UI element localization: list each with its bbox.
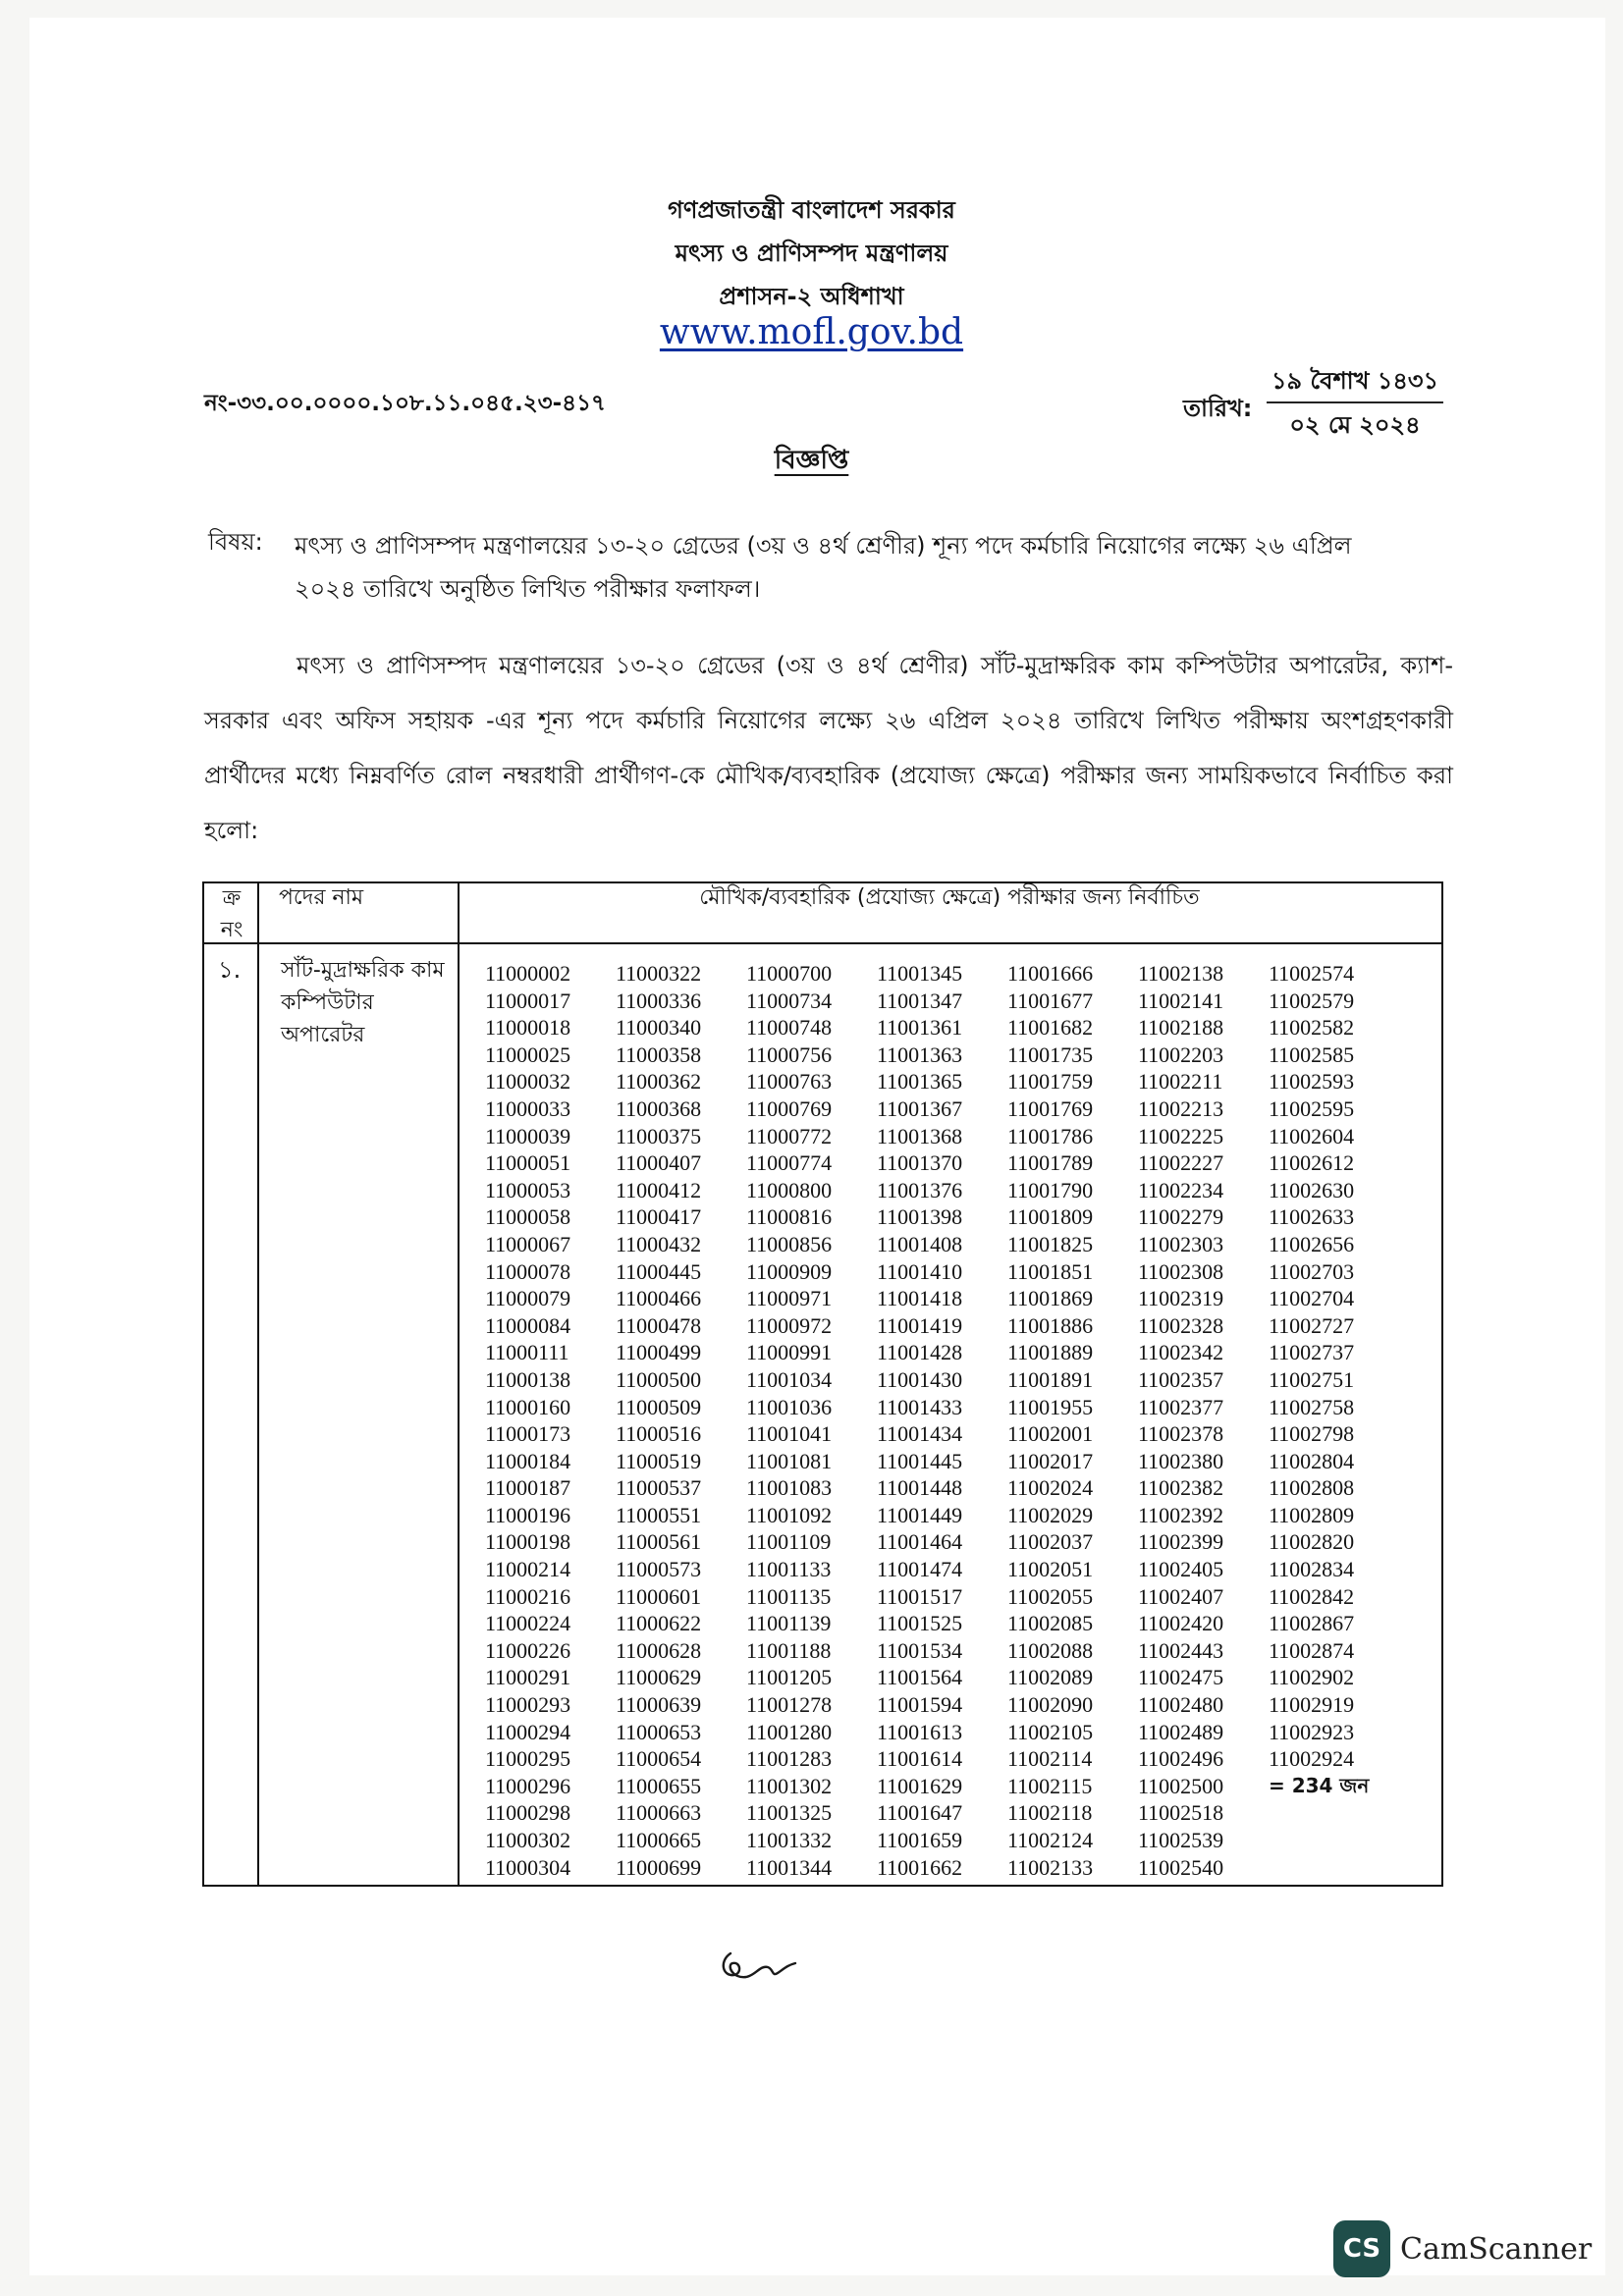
roll-column	[616, 960, 743, 1881]
roll-number: 11002024	[1007, 1475, 1094, 1501]
roll-number: 11002377	[1138, 1394, 1224, 1419]
roll-number: 11000500	[616, 1366, 702, 1392]
roll-number: 11002357	[1138, 1366, 1224, 1392]
roll-number: 11001629	[877, 1773, 963, 1798]
roll-number: 11001790	[1007, 1177, 1094, 1202]
row-serial: ১.	[218, 956, 242, 984]
roll-number: 11000198	[485, 1529, 571, 1555]
roll-number: 11000622	[616, 1611, 702, 1636]
roll-number: 11001474	[877, 1557, 963, 1582]
roll-number: 11002751	[1269, 1366, 1355, 1392]
roll-number: 11002874	[1269, 1637, 1355, 1663]
roll-number: 11000196	[485, 1502, 571, 1527]
header-selected: মৌখিক/ব্যবহারিক (প্রযোজ্য ক্ষেত্রে) পরীক্ষার জন্য নির্বাচিত	[699, 885, 1200, 910]
roll-number: 11002138	[1138, 961, 1224, 986]
roll-number: 11002656	[1269, 1231, 1355, 1256]
roll-number: 11000445	[616, 1258, 702, 1284]
roll-number: 11000573	[616, 1557, 702, 1582]
roll-number: 11000018	[485, 1015, 571, 1041]
roll-number: 11000972	[746, 1312, 833, 1338]
roll-number: 11000033	[485, 1095, 571, 1121]
roll-number: 11002480	[1138, 1692, 1224, 1718]
roll-number: 11002518	[1138, 1800, 1224, 1826]
website-link[interactable]: www.mofl.gov.bd	[659, 312, 964, 352]
roll-number: 11002579	[1269, 988, 1355, 1013]
roll-number: 11002213	[1138, 1095, 1224, 1121]
roll-number: 11001659	[877, 1828, 963, 1852]
roll-number: 11002489	[1138, 1719, 1224, 1744]
roll-number: 11000375	[616, 1123, 702, 1148]
roll-number: 11000002	[485, 961, 571, 986]
roll-number: 11000700	[746, 961, 833, 986]
roll-number: 11001786	[1007, 1123, 1094, 1148]
roll-number: 11001034	[746, 1366, 833, 1392]
roll-number: 11000017	[485, 988, 571, 1013]
roll-number: 11002539	[1138, 1828, 1224, 1852]
roll-number: 11001133	[746, 1557, 832, 1582]
roll-number: 11000665	[616, 1828, 702, 1852]
roll-number: 11002923	[1269, 1719, 1355, 1744]
roll-number: 11001365	[877, 1069, 963, 1095]
roll-number: 11001283	[746, 1746, 833, 1772]
date-bangla: ১৯ বৈশাখ ১৪৩১	[1271, 367, 1439, 395]
roll-number: 11002443	[1138, 1637, 1224, 1663]
roll-number: 11000756	[746, 1041, 833, 1067]
camscanner-watermark	[1333, 2220, 1592, 2277]
roll-number: 11001361	[877, 1015, 963, 1041]
roll-number: 11000774	[746, 1150, 833, 1176]
roll-number: 11001769	[1007, 1095, 1094, 1121]
roll-number: 11002585	[1269, 1041, 1355, 1067]
roll-number: 11002380	[1138, 1448, 1224, 1473]
roll-number: 11002124	[1007, 1828, 1094, 1852]
roll-number: 11001869	[1007, 1286, 1094, 1311]
roll-number: 11001081	[746, 1448, 833, 1473]
roll-number: 11002574	[1269, 961, 1355, 986]
roll-number: 11002902	[1269, 1665, 1355, 1690]
notice-title: বিজ্ঞপ্তি	[774, 446, 849, 475]
total-count: = 234 জন	[1269, 1773, 1370, 1797]
roll-column	[1269, 960, 1396, 1799]
signature	[717, 1934, 815, 1993]
roll-number: 11000639	[616, 1692, 702, 1718]
roll-number: 11000078	[485, 1258, 571, 1284]
roll-number: 11002188	[1138, 1015, 1224, 1041]
roll-number: 11001789	[1007, 1150, 1094, 1176]
date-divider	[1267, 401, 1443, 403]
roll-number: 11001735	[1007, 1041, 1094, 1067]
roll-number: 11001677	[1007, 988, 1094, 1013]
roll-number: 11000184	[485, 1448, 571, 1473]
roll-number: 11000734	[746, 988, 833, 1013]
subject-text: মৎস্য ও প্রাণিসম্পদ মন্ত্রণালয়ের ১৩-২০ গ্রেডের (৩য় ও ৪র্থ শ্রেণীর) শূন্য পদে কর্মচারি নিয়োগের লক্ষ্যে ২৬ এপ্রিল ২০২৪ তারিখে অনুষ্ঠিত লিখিত পরীক্ষার ফলাফল।	[295, 532, 1352, 603]
roll-number: 11000499	[616, 1340, 702, 1365]
roll-number: 11001682	[1007, 1015, 1094, 1041]
camscanner-label: CamScanner	[1400, 2231, 1593, 2267]
roll-number: 11002051	[1007, 1557, 1094, 1582]
roll-number: 11000763	[746, 1069, 833, 1095]
row-post-name: সাঁট-মুদ্রাক্ষরিক কাম কম্পিউটার অপারেটর	[281, 958, 445, 1047]
table-divider	[458, 883, 460, 1885]
roll-number: 11002834	[1269, 1557, 1355, 1582]
roll-number: 11000772	[746, 1123, 833, 1148]
roll-number: 11001759	[1007, 1069, 1094, 1095]
roll-number: 11002633	[1269, 1204, 1355, 1230]
table-divider	[257, 883, 259, 1885]
roll-number: 11002225	[1138, 1123, 1224, 1148]
roll-number: 11000291	[485, 1665, 571, 1690]
roll-number: 11000111	[485, 1340, 569, 1365]
roll-number: 11001418	[877, 1286, 963, 1311]
roll-number: 11000294	[485, 1719, 571, 1744]
roll-number: 11002612	[1269, 1150, 1355, 1176]
roll-number: 11002319	[1138, 1286, 1224, 1311]
roll-number: 11000084	[485, 1312, 571, 1338]
roll-number: 11001188	[746, 1637, 832, 1663]
roll-number: 11002001	[1007, 1421, 1094, 1447]
roll-number: 11000516	[616, 1421, 702, 1447]
roll-column	[746, 960, 874, 1881]
roll-number: 11001448	[877, 1475, 963, 1501]
roll-number: 11002582	[1269, 1015, 1355, 1041]
roll-number: 11002703	[1269, 1258, 1355, 1284]
roll-number: 11000295	[485, 1746, 571, 1772]
ministry-title: মৎস্য ও প্রাণিসম্পদ মন্ত্রণালয়	[675, 240, 948, 267]
camscanner-logo-icon: CS	[1333, 2220, 1390, 2277]
roll-number: 11000653	[616, 1719, 702, 1744]
roll-number: 11002630	[1269, 1177, 1355, 1202]
roll-number: 11002704	[1269, 1286, 1355, 1311]
roll-number: 11001666	[1007, 961, 1094, 986]
roll-number: 11002105	[1007, 1719, 1094, 1744]
roll-number: 11000654	[616, 1746, 702, 1772]
roll-number: 11000053	[485, 1177, 571, 1202]
roll-number: 11001278	[746, 1692, 833, 1718]
roll-number: 11002758	[1269, 1394, 1355, 1419]
header-serial: ক্র নং	[220, 886, 243, 942]
roll-number: 11002303	[1138, 1231, 1224, 1256]
roll-number: 11001410	[877, 1258, 963, 1284]
roll-number: 11002919	[1269, 1692, 1355, 1718]
date-english: ০২ মে ২০২৪	[1289, 411, 1421, 439]
roll-number: 11000362	[616, 1069, 702, 1095]
roll-number: 11001517	[877, 1583, 963, 1609]
roll-number: 11001564	[877, 1665, 963, 1690]
roll-number: 11002133	[1007, 1854, 1094, 1880]
roll-number: 11000340	[616, 1015, 702, 1041]
memo-number: নং-৩৩.০০.০০০০.১০৮.১১.০৪৫.২৩-৪১৭	[204, 391, 606, 416]
roll-number: 11000368	[616, 1095, 702, 1121]
roll-number: 11002227	[1138, 1150, 1224, 1176]
roll-number: 11001083	[746, 1475, 833, 1501]
roll-number: 11001109	[746, 1529, 832, 1555]
roll-number: 11000322	[616, 961, 702, 986]
roll-number: 11002842	[1269, 1583, 1355, 1609]
roll-number: 11000991	[746, 1340, 833, 1365]
roll-number: 11001280	[746, 1719, 833, 1744]
roll-number: 11001851	[1007, 1258, 1094, 1284]
roll-number: 11002017	[1007, 1448, 1094, 1473]
results-table	[202, 881, 1443, 1887]
roll-number: 11000856	[746, 1231, 833, 1256]
roll-number: 11001325	[746, 1800, 833, 1826]
roll-number: 11002308	[1138, 1258, 1224, 1284]
roll-number: 11000039	[485, 1123, 571, 1148]
roll-number: 11001302	[746, 1773, 833, 1798]
header-post: পদের নাম	[279, 885, 364, 910]
roll-number: 11002279	[1138, 1204, 1224, 1230]
roll-column	[1138, 960, 1266, 1881]
roll-number: 11000160	[485, 1394, 571, 1419]
roll-number: 11002407	[1138, 1583, 1224, 1609]
roll-number: 11000304	[485, 1854, 571, 1880]
roll-number: 11001370	[877, 1150, 963, 1176]
roll-number: 11001525	[877, 1611, 963, 1636]
roll-number: 11000138	[485, 1366, 571, 1392]
roll-number: 11002867	[1269, 1611, 1355, 1636]
roll-number: 11002328	[1138, 1312, 1224, 1338]
roll-number: 11002804	[1269, 1448, 1355, 1473]
roll-number: 11002809	[1269, 1502, 1355, 1527]
roll-number: 11000298	[485, 1800, 571, 1826]
roll-column	[877, 960, 1004, 1881]
roll-number: 11002798	[1269, 1421, 1355, 1447]
roll-number: 11002382	[1138, 1475, 1224, 1501]
roll-number: 11001363	[877, 1041, 963, 1067]
roll-number: 11001347	[877, 988, 963, 1013]
roll-number: 11002088	[1007, 1637, 1094, 1663]
roll-number: 11001345	[877, 961, 963, 986]
roll-number: 11000296	[485, 1773, 571, 1798]
roll-number: 11002392	[1138, 1502, 1224, 1527]
roll-number: 11002090	[1007, 1692, 1094, 1718]
roll-number: 11000663	[616, 1800, 702, 1826]
roll-number: 11002924	[1269, 1746, 1355, 1772]
roll-number: 11000628	[616, 1637, 702, 1663]
roll-number: 11000407	[616, 1150, 702, 1176]
roll-number: 11002808	[1269, 1475, 1355, 1501]
roll-number: 11000601	[616, 1583, 702, 1609]
roll-number: 11001886	[1007, 1312, 1094, 1338]
roll-number: 11001955	[1007, 1394, 1094, 1419]
roll-number: 11000699	[616, 1854, 702, 1880]
roll-number: 11001662	[877, 1854, 963, 1880]
roll-number: 11002593	[1269, 1069, 1355, 1095]
roll-number: 11000412	[616, 1177, 702, 1202]
roll-number: 11001889	[1007, 1340, 1094, 1365]
roll-number: 11000226	[485, 1637, 571, 1663]
roll-number: 11002820	[1269, 1529, 1355, 1555]
roll-number: 11001825	[1007, 1231, 1094, 1256]
roll-number: 11000067	[485, 1231, 571, 1256]
roll-number: 11000816	[746, 1204, 833, 1230]
roll-number: 11001344	[746, 1854, 833, 1880]
roll-number: 11002029	[1007, 1502, 1094, 1527]
roll-number: 11000800	[746, 1177, 833, 1202]
roll-column	[485, 960, 613, 1881]
roll-number: 11001092	[746, 1502, 833, 1527]
roll-number: 11002234	[1138, 1177, 1224, 1202]
roll-number: 11000561	[616, 1529, 702, 1555]
roll-column	[1007, 960, 1135, 1881]
roll-number: 11002595	[1269, 1095, 1355, 1121]
roll-number: 11000293	[485, 1692, 571, 1718]
roll-number: 11000466	[616, 1286, 702, 1311]
roll-number: 11001534	[877, 1637, 963, 1663]
roll-number: 11001594	[877, 1692, 963, 1718]
roll-number: 11002118	[1007, 1800, 1093, 1826]
roll-number: 11002420	[1138, 1611, 1224, 1636]
roll-number: 11002085	[1007, 1611, 1094, 1636]
roll-number: 11000187	[485, 1475, 571, 1501]
roll-number: 11000537	[616, 1475, 702, 1501]
roll-number: 11001809	[1007, 1204, 1094, 1230]
roll-number: 11002399	[1138, 1529, 1224, 1555]
roll-number: 11000032	[485, 1069, 571, 1095]
roll-number: 11000629	[616, 1665, 702, 1690]
roll-number: 11002203	[1138, 1041, 1224, 1067]
roll-number: 11001398	[877, 1204, 963, 1230]
roll-number: 11000051	[485, 1150, 571, 1176]
roll-number: 11001419	[877, 1312, 963, 1338]
date-label: তারিখ:	[1183, 395, 1253, 422]
roll-number: 11002037	[1007, 1529, 1094, 1555]
roll-number: 11000025	[485, 1041, 571, 1067]
roll-number: 11001036	[746, 1394, 833, 1419]
roll-number: 11000417	[616, 1204, 702, 1230]
roll-number: 11001449	[877, 1502, 963, 1527]
roll-number: 11000551	[616, 1502, 702, 1527]
roll-number: 11002114	[1007, 1746, 1093, 1772]
roll-number: 11000173	[485, 1421, 571, 1447]
roll-number: 11001368	[877, 1123, 963, 1148]
roll-number: 11002378	[1138, 1421, 1224, 1447]
roll-number: 11000302	[485, 1828, 571, 1852]
notice-body: মৎস্য ও প্রাণিসম্পদ মন্ত্রণালয়ের ১৩-২০ গ্রেডের (৩য় ও ৪র্থ শ্রেণীর) সাঁট-মুদ্রাক্ষরিক কাম কম্পিউটার অপারেটর, ক্যাশ-সরকার এবং অফিস সহায়ক -এর শূন্য পদে কর্মচারি নিয়োগের লক্ষ্যে ২৬ এপ্রিল ২০২৪ তারিখে লিখিত পরীক্ষায় অংশগ্রহণকারী প্রার্থীদের মধ্যে নিম্নবর্ণিত রোল নম্বরধারী প্রার্থীগণ-কে মৌখিক/ব্যবহারিক (প্রযোজ্য ক্ষেত্রে) পরীক্ষার জন্য সাময়িকভাবে নির্বাচিত করা হলো:	[204, 652, 1453, 844]
roll-number: 11000909	[746, 1258, 833, 1284]
roll-number: 11001647	[877, 1800, 963, 1826]
roll-number: 11000079	[485, 1286, 571, 1311]
roll-number: 11001332	[746, 1828, 833, 1852]
table-header-rule	[204, 942, 1441, 944]
roll-number: 11002405	[1138, 1557, 1224, 1582]
roll-number: 11000748	[746, 1015, 833, 1041]
roll-number: 11001376	[877, 1177, 963, 1202]
roll-number: 11001430	[877, 1366, 963, 1392]
roll-number: 11002500	[1138, 1773, 1224, 1798]
roll-number: 11000655	[616, 1773, 702, 1798]
roll-number: 11000336	[616, 988, 702, 1013]
roll-number: 11000971	[746, 1286, 833, 1311]
roll-number: 11002604	[1269, 1123, 1355, 1148]
roll-number: 11002342	[1138, 1340, 1224, 1365]
roll-number: 11002737	[1269, 1340, 1355, 1365]
roll-number: 11002540	[1138, 1854, 1224, 1880]
roll-number: 11001445	[877, 1448, 963, 1473]
roll-number: 11000509	[616, 1394, 702, 1419]
roll-number: 11001433	[877, 1394, 963, 1419]
roll-number: 11001464	[877, 1529, 963, 1555]
notice-heading	[0, 440, 1623, 483]
roll-number: 11000224	[485, 1611, 571, 1636]
roll-number: 11000478	[616, 1312, 702, 1338]
roll-number: 11002727	[1269, 1312, 1355, 1338]
roll-number: 11002475	[1138, 1665, 1224, 1690]
roll-number: 11001135	[746, 1583, 832, 1609]
roll-number: 11001205	[746, 1665, 833, 1690]
roll-number: 11000519	[616, 1448, 702, 1473]
roll-number: 11001041	[746, 1421, 833, 1447]
roll-number: 11002496	[1138, 1746, 1224, 1772]
roll-number: 11001891	[1007, 1366, 1094, 1392]
roll-number: 11002115	[1007, 1773, 1093, 1798]
roll-number: 11000216	[485, 1583, 571, 1609]
branch-title: প্রশাসন-২ অধিশাখা	[719, 283, 904, 310]
roll-number: 11002055	[1007, 1583, 1094, 1609]
roll-number: 11001367	[877, 1095, 963, 1121]
roll-number: 11002211	[1138, 1069, 1223, 1095]
roll-number: 11000358	[616, 1041, 702, 1067]
roll-number: 11002089	[1007, 1665, 1094, 1690]
roll-number: 11000214	[485, 1557, 571, 1582]
govt-title: গণপ্রজাতন্ত্রী বাংলাদেশ সরকার	[668, 196, 955, 224]
subject-label: বিষয়:	[208, 528, 263, 556]
roll-number: 11000432	[616, 1231, 702, 1256]
roll-number: 11001613	[877, 1719, 963, 1744]
roll-number: 11001434	[877, 1421, 963, 1447]
roll-number: 11001139	[746, 1611, 832, 1636]
roll-number: 11001428	[877, 1340, 963, 1365]
roll-number: 11002141	[1138, 988, 1224, 1013]
roll-number: 11001614	[877, 1746, 963, 1772]
roll-number: 11000058	[485, 1204, 571, 1230]
roll-number: 11000769	[746, 1095, 833, 1121]
roll-number: 11001408	[877, 1231, 963, 1256]
